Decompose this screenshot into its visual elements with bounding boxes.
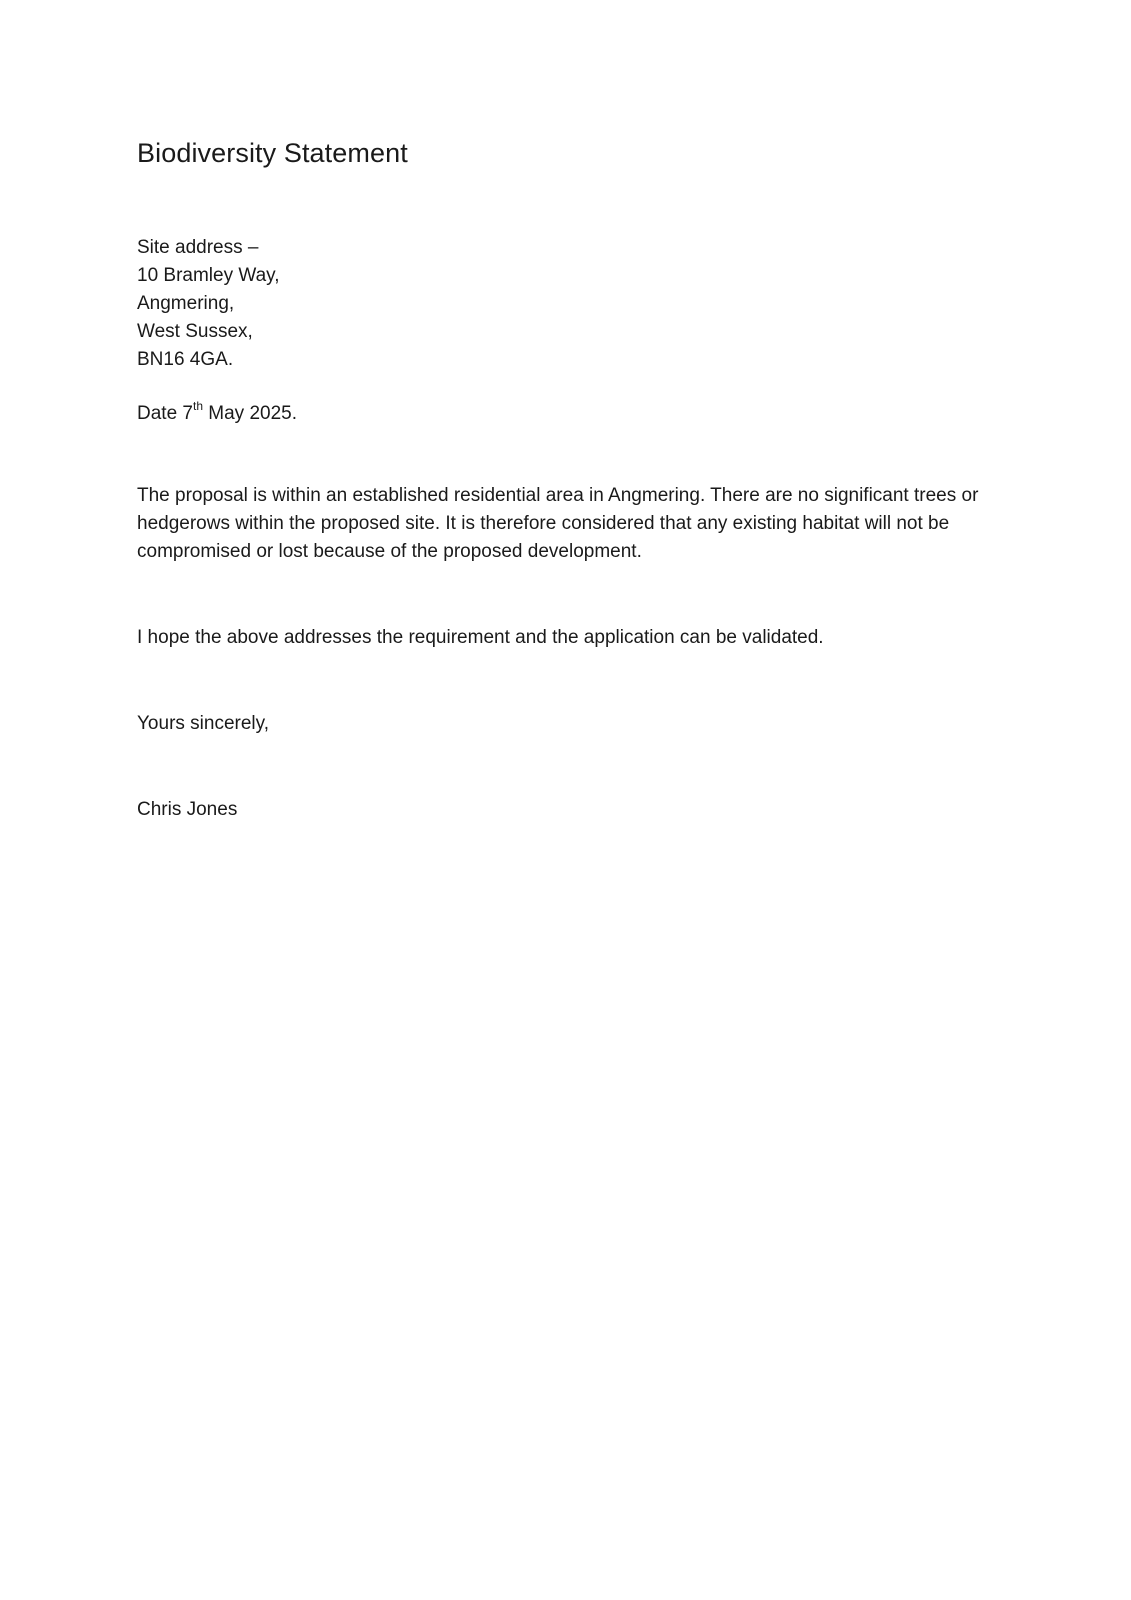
body-paragraph-1: The proposal is within an established residential area in Angmering. There are no significant trees or hedgerows within the proposed site. It is therefore considered that any existing habitat will not be compromised or lost because of the proposed development. — [137, 485, 979, 562]
closing-salutation: Yours sincerely, — [137, 713, 270, 734]
date-rest: May 2025. — [203, 403, 297, 424]
statement-date — [137, 400, 297, 428]
address-line-1: Site address – — [137, 237, 259, 258]
address-line-4: West Sussex, — [137, 321, 253, 342]
document-title: Biodiversity Statement — [137, 138, 408, 168]
address-line-5: BN16 4GA. — [137, 349, 234, 370]
date-ordinal-suffix: th — [192, 398, 203, 413]
address-line-3: Angmering, — [137, 293, 235, 314]
site-address — [137, 234, 280, 374]
signature-name: Chris Jones — [137, 799, 238, 820]
address-line-2: 10 Bramley Way, — [137, 265, 280, 286]
body-paragraph-2: I hope the above addresses the requirement and the application can be validated. — [137, 627, 824, 648]
date-prefix: Date 7 — [137, 403, 193, 424]
